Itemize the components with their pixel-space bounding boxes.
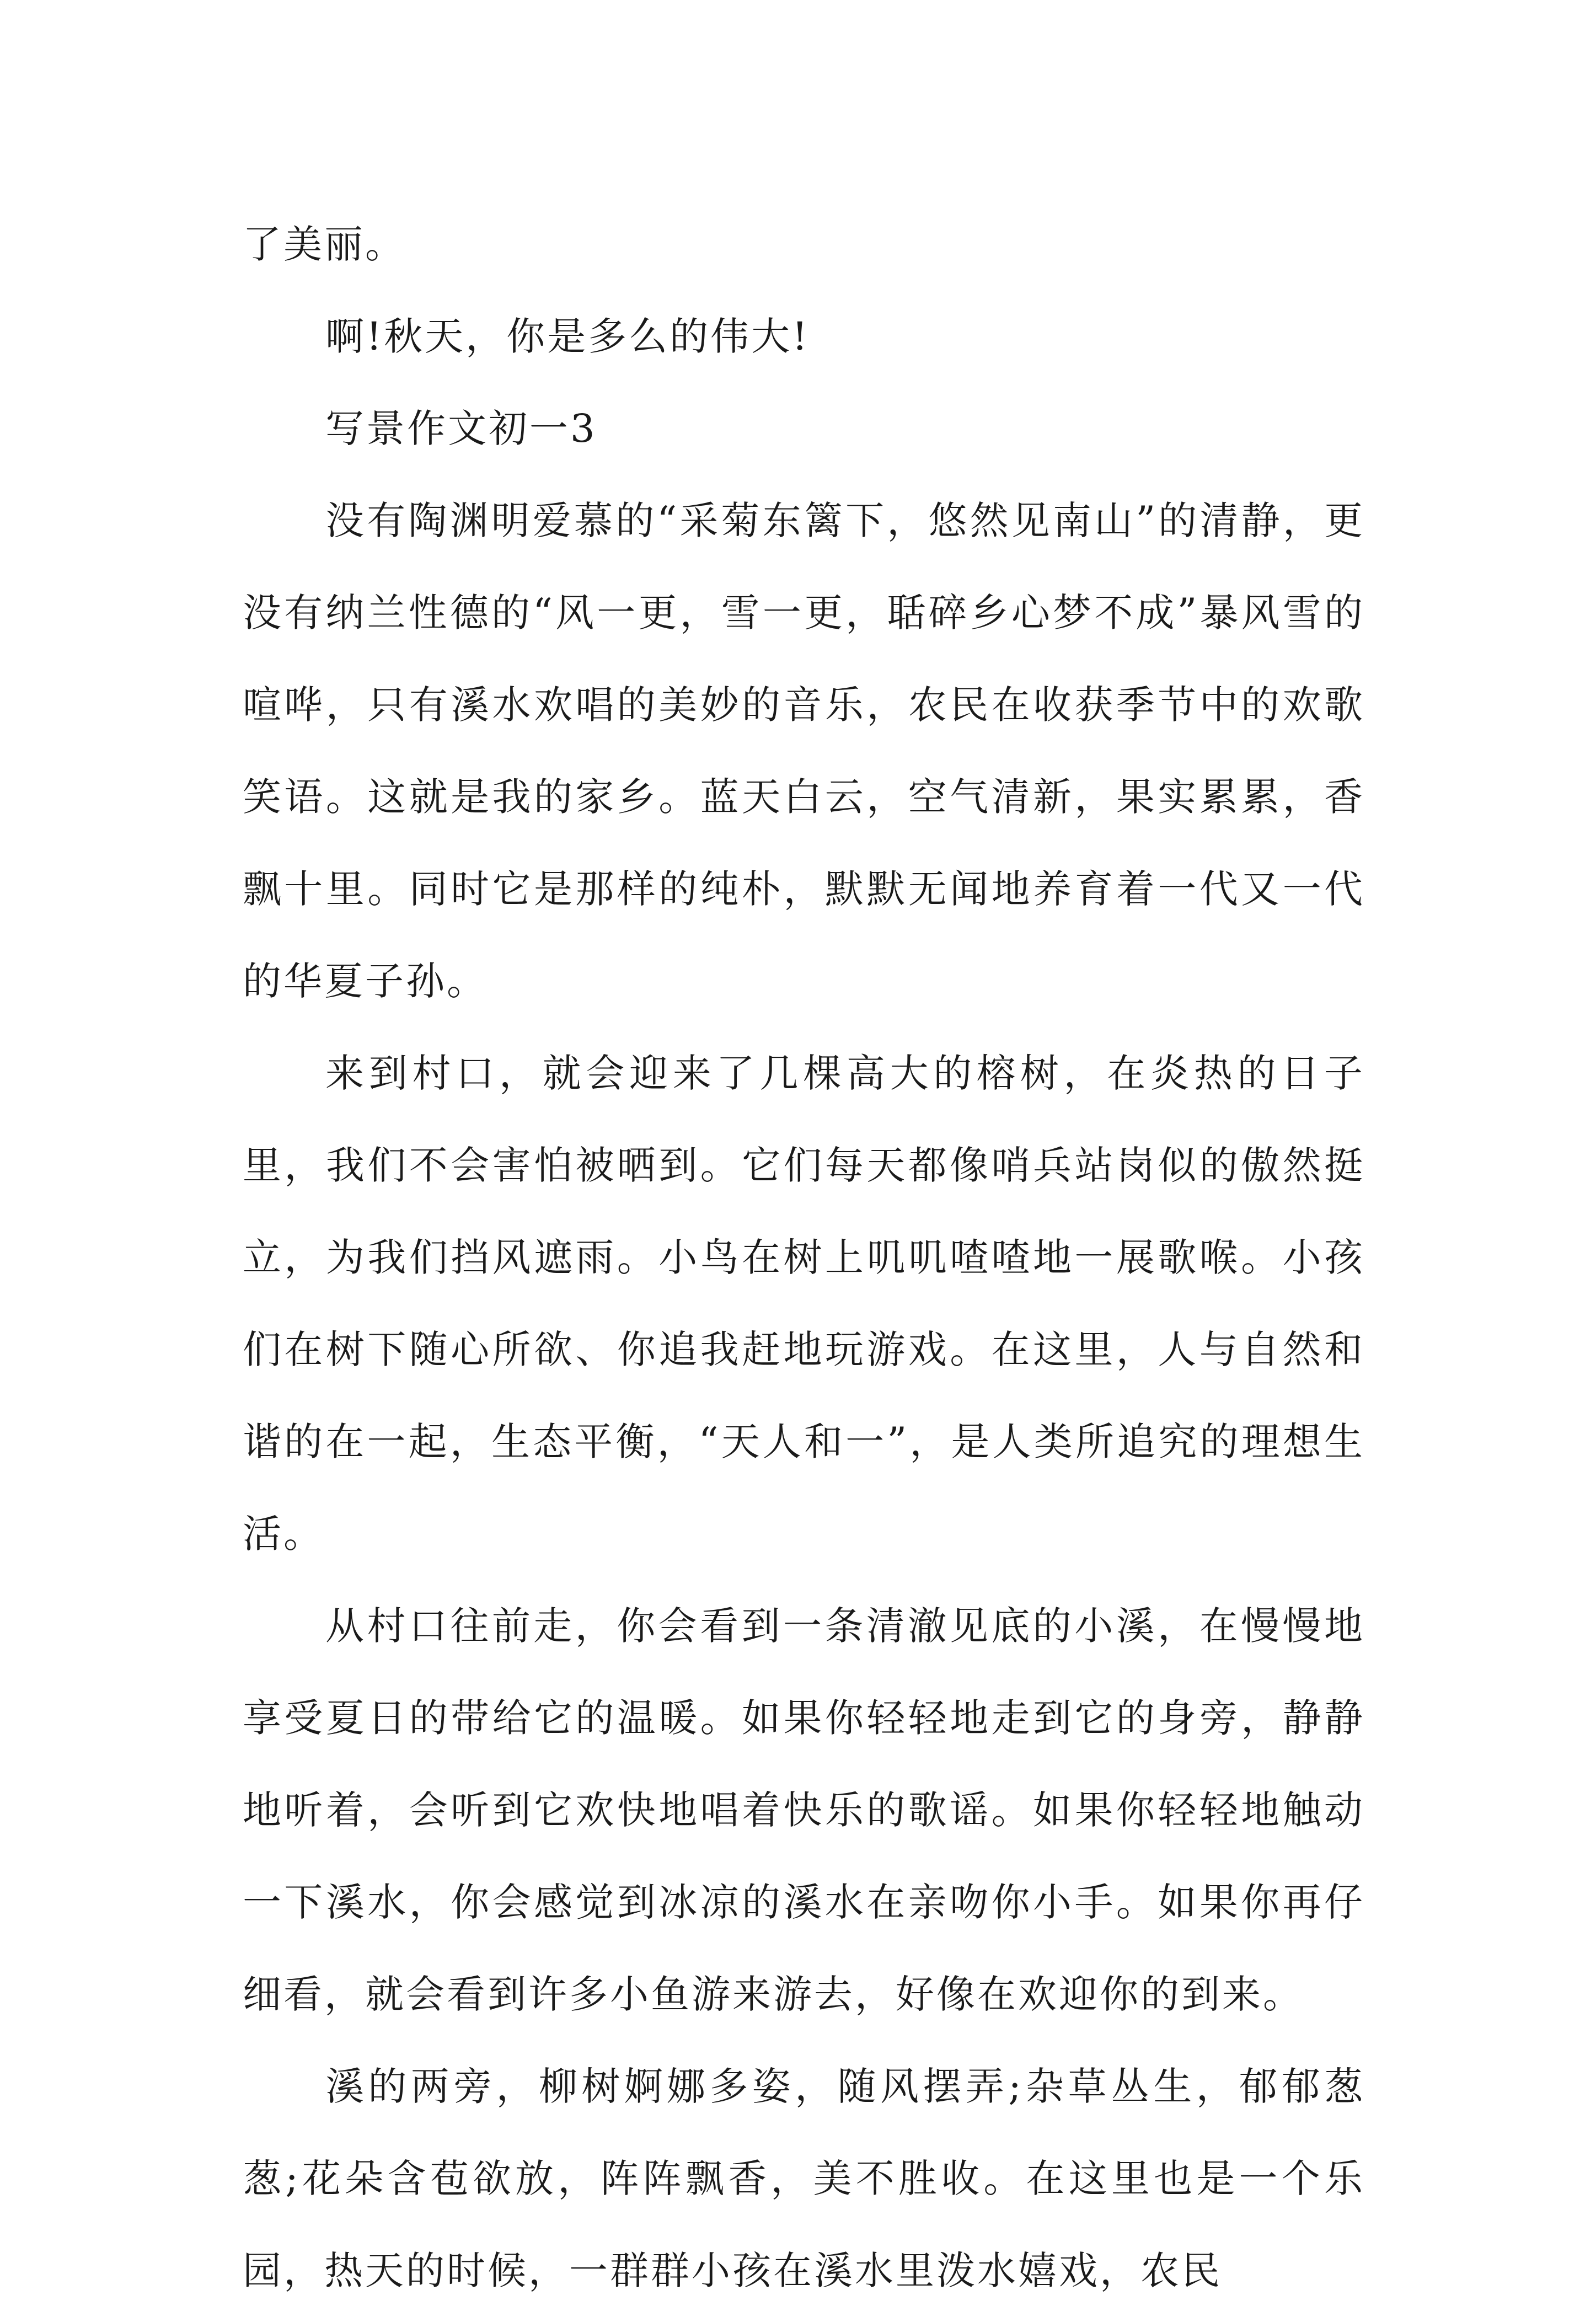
paragraph-4: 来到村口，就会迎来了几棵高大的榕树，在炎热的日子里，我们不会害怕被晒到。它们每天都像哨兵站岗似的傲然挺立，为我们挡风遮雨。小鸟在树上叽叽喳喳地一展歌喉。小孩们在树下随心所欲、你追我赶地玩游戏。在这里，人与自然和谐的在一起，生态平衡，“天人和一”，是人类所追究的理想生活。 <box>243 1051 1365 1556</box>
section-heading: 写景作文初一3 <box>325 406 597 451</box>
paragraph-3: 没有陶渊明爱慕的“采菊东篱下，悠然见南山”的清静，更没有纳兰性德的“风一更，雪一更，聒碎乡心梦不成”暴风雪的喧哗，只有溪水欢唱的美妙的音乐，农民在收获季节中的欢歌笑语。这就是我的家乡。蓝天白云，空气清新，果实累累，香飘十里。同时它是那样的纯朴，默默无闻地养育着一代又一代的华夏子孙。 <box>243 498 1365 1004</box>
body-text <box>243 199 1365 2317</box>
paragraph-2: 啊!秋天，你是多么的伟大! <box>325 314 810 359</box>
paragraph-5: 从村口往前走，你会看到一条清澈见底的小溪，在慢慢地享受夏日的带给它的温暖。如果你轻轻地走到它的身旁，静静地听着，会听到它欢快地唱着快乐的歌谣。如果你轻轻地触动一下溪水，你会感觉到冰凉的溪水在亲吻你小手。如果你再仔细看，就会看到许多小鱼游来游去，好像在欢迎你的到来。 <box>243 1603 1365 2017</box>
paragraph-1: 了美丽。 <box>243 222 406 267</box>
paragraph-6: 溪的两旁，柳树婀娜多姿，随风摆弄;杂草丛生，郁郁葱葱;花朵含苞欲放，阵阵飘香，美不胜收。在这里也是一个乐园，热天的时候，一群群小孩在溪水里泼水嬉戏，农民 <box>243 2064 1365 2293</box>
